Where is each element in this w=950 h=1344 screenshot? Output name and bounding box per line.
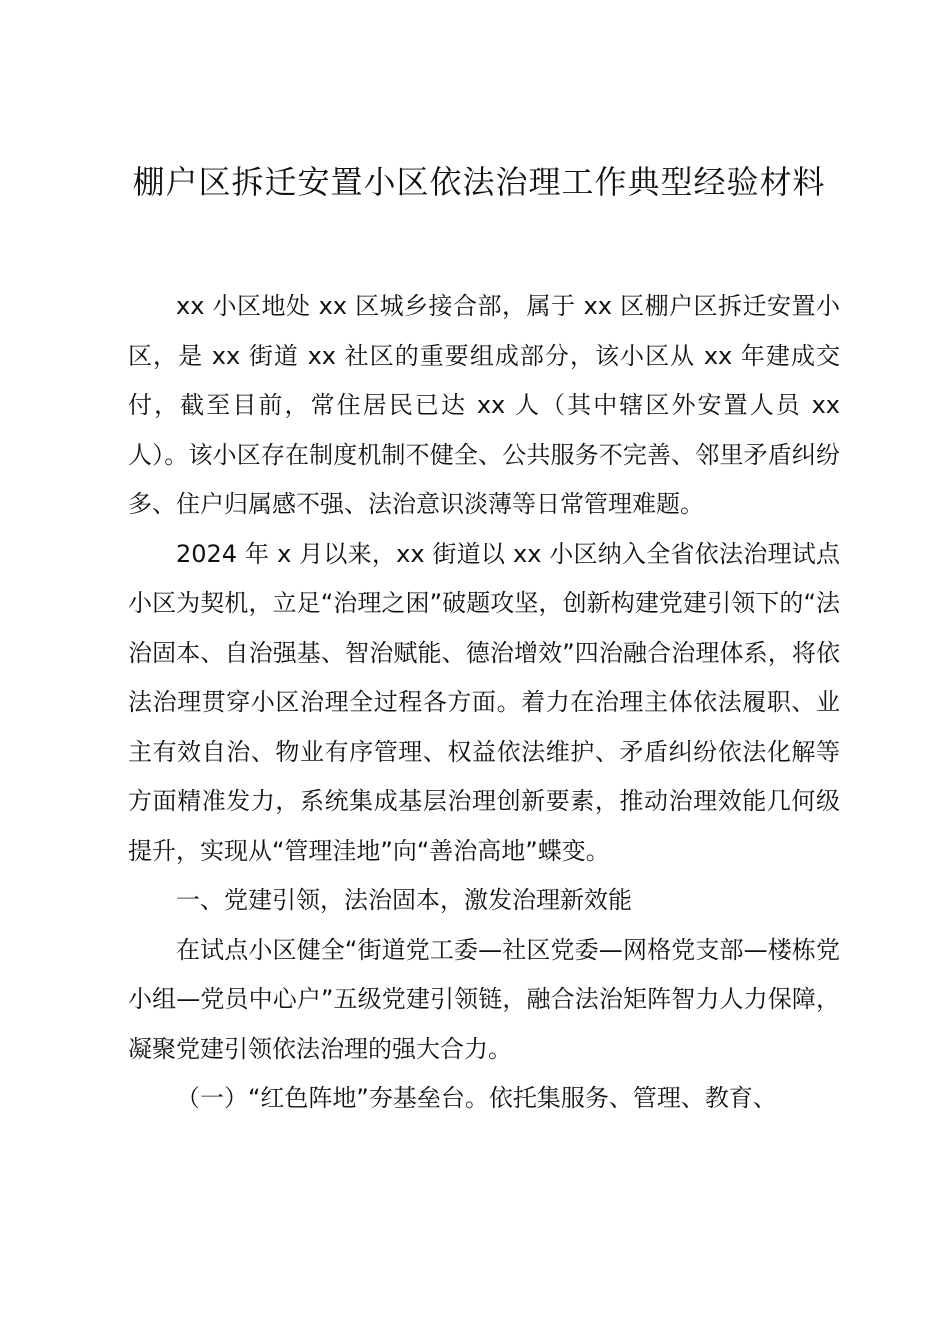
section-paragraph: 在试点小区健全“街道党工委—社区党委—网格党支部—楼栋党小组—党员中心户”五级党建引领链，融合法治矩阵智力人力保障，凝聚党建引领依法治理的强大合力。 [128,935,840,1063]
intro-paragraph: xx 小区地处 xx 区城乡接合部，属于 xx 区棚户区拆迁安置小区，是 xx 街道 xx 社区的重要组成部分，该小区从 xx 年建成交付，截至目前，常住居民已达 xx 人（其中辖区外安置人员 xx 人）。该小区存在制度机制不健全、公共服务不完善、邻里矛盾纠纷多、住户归属感不强、法治意识淡薄等日常管理难题。 [128,292,840,518]
subsection-paragraph: （一）“红色阵地”夯基垒台。依托集服务、管理、教育、 [176,1084,777,1112]
section-heading: 一、党建引领，法治固本，激发治理新效能 [176,886,632,914]
background-paragraph: 2024 年 x 月以来，xx 街道以 xx 小区纳入全省依法治理试点小区为契机，立足“治理之困”破题攻坚，创新构建党建引领下的“法治固本、自治强基、智治赋能、德治增效”四治融合治理体系，将依法治理贯穿小区治理全过程各方面。着力在治理主体依法履职、业主有效自治、物业有序管理、权益依法维护、矛盾纠纷依法化解等方面精准发力，系统集成基层治理创新要素，推动治理效能几何级提升，实现从“管理洼地”向“善治高地”蝶变。 [128,539,840,865]
document-body [128,282,840,1124]
document-title: 棚户区拆迁安置小区依法治理工作典型经验材料 [132,163,826,201]
